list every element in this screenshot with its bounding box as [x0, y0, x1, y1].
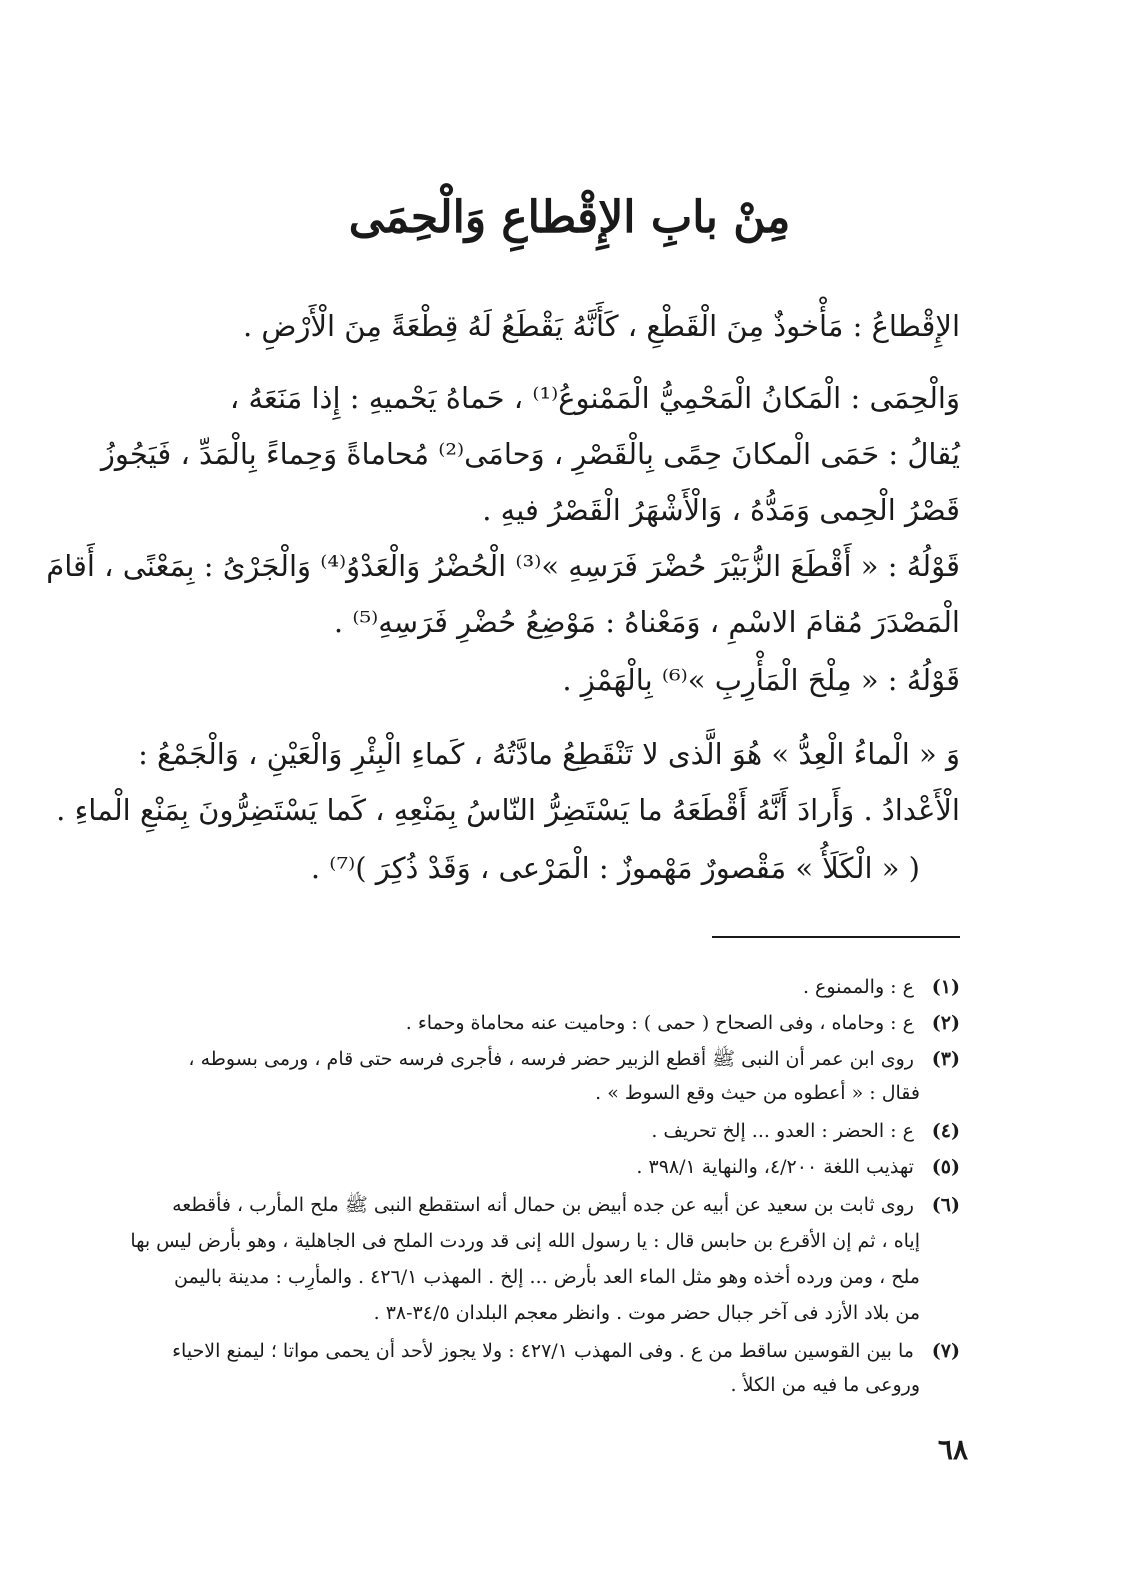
- body-line: قَصْرُ الْحِمى وَمَدُّهُ ، وَالْأَشْهَرُ الْقَصْرُ فيهِ .: [482, 493, 960, 527]
- footnote-5: [128, 1150, 960, 1184]
- body-line: الإِقْطاعُ : مَأْخوذٌ مِنَ الْقَطْعِ ، كَأَنَّهُ يَقْطَعُ لَهُ قِطْعَةً مِنَ الْأَرْضِ .: [242, 309, 960, 343]
- body-line: وَالْحِمَى : الْمَكانُ الْمَحْمِيُّ الْمَمْنوعُ⁽¹⁾ ، حَماهُ يَحْميهِ : إِذا مَنَعَهُ ،: [229, 381, 960, 415]
- footnote-text: روى ابن عمر أن النبى ﷺ أقطع الزبير حضر فرسه ، فأجرى فرسه حتى قام ، ورمى بسوطه ،: [188, 1048, 914, 1070]
- footnote-3-continued: فقال : « أعطوه من حيث وقع السوط » .: [595, 1082, 920, 1104]
- body-line: الْأَعْدادُ . وَأَرادَ أَنَّهُ أَقْطَعَهُ ما يَسْتَضِرُّ النّاسُ بِمَنْعِهِ ، كَما يَسْتَضِرُّونَ بِمَنْعِ الْماءِ .: [56, 793, 960, 827]
- footnote-4: [128, 1114, 960, 1148]
- footnote-number: (٦): [931, 1194, 960, 1216]
- footnote-6-continued: ملح ، ومن ورده أخذه وهو مثل الماء العد بأرض ... إلخ . المهذب ٤٢٦/١ . والمأرِب : مدينة باليمن: [174, 1266, 920, 1288]
- body-line: الْمَصْدَرَ مُقامَ الاسْمِ ، وَمَعْناهُ : مَوْضِعُ حُضْرِ فَرَسِهِ⁽⁵⁾ .: [333, 605, 960, 639]
- footnote-text: ما بين القوسين ساقط من ع . وفى المهذب ٤٢٧/١ : ولا يجوز لأحد أن يحمى مواتا ؛ ليمنع الاحياء: [172, 1340, 914, 1362]
- footnote-number: (١): [931, 976, 960, 998]
- footnotes: [128, 960, 960, 1410]
- footnote-2: [128, 1006, 960, 1040]
- footnote-1: [128, 970, 960, 1004]
- body-line: قَوْلُهُ : « مِلْحَ الْمَأْرِبِ »⁽⁶⁾ بِالْهَمْزِ .: [562, 663, 960, 697]
- footnote-text: ع : والممنوع .: [802, 976, 914, 998]
- footnote-divider: [712, 936, 960, 938]
- body-line: يُقالُ : حَمَى الْمكانَ حِمًى بِالْقَصْرِ ، وَحامَى⁽²⁾ مُحاماةً وَحِماءً بِالْمَدِّ ، فَيَجُوزُ: [100, 437, 960, 471]
- footnote-number: (٣): [931, 1048, 960, 1070]
- main-text: [46, 290, 960, 910]
- body-line: ( « الْكَلَأُ » مَقْصورٌ مَهْموزٌ : الْمَرْعى ، وَقَدْ ذُكِرَ )⁽⁷⁾ .: [310, 851, 920, 885]
- footnote-text: روى ثابت بن سعيد عن أبيه عن جده أبيض بن حمال أنه استقطع النبى ﷺ ملح المأرب ، فأقطعه: [172, 1194, 914, 1216]
- footnote-number: (٢): [931, 1012, 960, 1034]
- footnote-number: (٤): [931, 1120, 960, 1142]
- body-line: قَوْلُهُ : « أَقْطَعَ الزُّبَيْرَ حُضْرَ فَرَسِهِ »⁽³⁾ الْحُضْرُ وَالْعَدْوُ⁽⁴⁾ وَالْجَرْىُ : بِمَعْنًى ، أَقامَ: [46, 549, 960, 583]
- page-number: ٦٨: [937, 1433, 968, 1466]
- footnote-number: (٥): [931, 1156, 960, 1178]
- footnote-number: (٧): [931, 1340, 960, 1362]
- footnote-7-continued: وروعى ما فيه من الكلأ .: [730, 1374, 920, 1396]
- footnote-7: [128, 1334, 960, 1368]
- footnote-text: تهذيب اللغة ٤/٢٠٠، والنهاية ٣٩٨/١ .: [636, 1156, 914, 1178]
- body-line: وَ « الْماءُ الْعِدُّ » هُوَ الَّذى لا تَنْقَطِعُ مادَّتُهُ ، كَماءِ الْبِئْرِ وَالْعَيْنِ ، وَالْجَمْعُ :: [138, 737, 960, 771]
- footnote-3: [128, 1042, 960, 1076]
- chapter-title: مِنْ بابِ الإِقْطاعِ وَالْحِمَى: [348, 192, 791, 243]
- footnote-6-continued: إياه ، ثم إن الأقرع بن حابس قال : يا رسول الله إنى قد وردت الملح فى الجاهلية ، وهو بأرض ليس بها: [130, 1230, 920, 1252]
- footnote-text: ع : وحاماه ، وفى الصحاح ( حمى ) : وحاميت عنه محاماة وحماء .: [405, 1012, 914, 1034]
- footnote-6-continued: من بلاد الأزد فى آخر جبال حضر موت . وانظر معجم البلدان ٣٤/٥-٣٨ .: [373, 1302, 920, 1324]
- footnote-6: [128, 1188, 960, 1222]
- footnote-text: ع : الحضر : العدو ... إلخ تحريف .: [651, 1120, 914, 1142]
